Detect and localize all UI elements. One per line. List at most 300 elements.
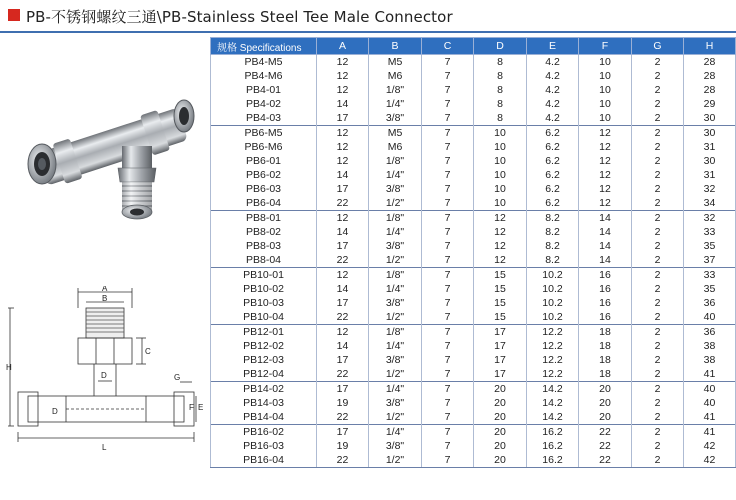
value-cell: 14 — [317, 168, 369, 182]
value-cell: 10 — [579, 97, 632, 111]
table-row — [211, 310, 736, 325]
value-cell: 1/8" — [369, 268, 422, 283]
value-cell: 1/8" — [369, 211, 422, 226]
value-cell: 12 — [579, 140, 632, 154]
table-row — [211, 339, 736, 353]
value-cell: 6.2 — [527, 168, 579, 182]
value-cell: 20 — [474, 439, 527, 453]
value-cell: 2 — [632, 382, 684, 397]
value-cell: 2 — [632, 339, 684, 353]
model-cell: PB12-04 — [211, 367, 317, 382]
model-cell: PB12-02 — [211, 339, 317, 353]
value-cell: 20 — [474, 410, 527, 425]
table-row — [211, 439, 736, 453]
value-cell: 14.2 — [527, 382, 579, 397]
value-cell: 4.2 — [527, 111, 579, 126]
value-cell: 12 — [317, 325, 369, 340]
value-cell: 2 — [632, 239, 684, 253]
model-cell: PB14-02 — [211, 382, 317, 397]
table-row — [211, 140, 736, 154]
value-cell: 7 — [422, 154, 474, 168]
value-cell: 17 — [317, 296, 369, 310]
value-cell: 22 — [317, 196, 369, 211]
value-cell: 10.2 — [527, 310, 579, 325]
value-cell: 22 — [317, 310, 369, 325]
value-cell: 14 — [579, 239, 632, 253]
table-row — [211, 239, 736, 253]
value-cell: 36 — [684, 296, 736, 310]
value-cell: 10 — [579, 55, 632, 70]
value-cell: 1/2" — [369, 253, 422, 268]
value-cell: 22 — [317, 453, 369, 468]
table-row — [211, 211, 736, 226]
value-cell: 3/8" — [369, 111, 422, 126]
model-cell: PB4-03 — [211, 111, 317, 126]
value-cell: 18 — [579, 367, 632, 382]
value-cell: 15 — [474, 268, 527, 283]
value-cell: 1/2" — [369, 310, 422, 325]
value-cell: 7 — [422, 168, 474, 182]
value-cell: 6.2 — [527, 126, 579, 141]
value-cell: 3/8" — [369, 239, 422, 253]
value-cell: 18 — [579, 325, 632, 340]
value-cell: 4.2 — [527, 83, 579, 97]
value-cell: 1/4" — [369, 282, 422, 296]
value-cell: 2 — [632, 282, 684, 296]
value-cell: 2 — [632, 268, 684, 283]
table-row — [211, 410, 736, 425]
label-l: L — [102, 443, 107, 452]
label-e: E — [198, 403, 204, 412]
model-cell: PB10-03 — [211, 296, 317, 310]
value-cell: 18 — [579, 353, 632, 367]
value-cell: 12.2 — [527, 367, 579, 382]
value-cell: 2 — [632, 211, 684, 226]
value-cell: 17 — [317, 111, 369, 126]
model-cell: PB6-04 — [211, 196, 317, 211]
table-row — [211, 168, 736, 182]
table-row — [211, 367, 736, 382]
value-cell: 42 — [684, 453, 736, 468]
value-cell: 4.2 — [527, 69, 579, 83]
model-cell: PB14-04 — [211, 410, 317, 425]
value-cell: 3/8" — [369, 396, 422, 410]
value-cell: 32 — [684, 211, 736, 226]
value-cell: 7 — [422, 111, 474, 126]
value-cell: 10 — [474, 168, 527, 182]
value-cell: 14 — [317, 97, 369, 111]
value-cell: 16 — [579, 268, 632, 283]
value-cell: 2 — [632, 310, 684, 325]
value-cell: 29 — [684, 97, 736, 111]
value-cell: 7 — [422, 55, 474, 70]
left-panel — [0, 36, 208, 500]
value-cell: 2 — [632, 55, 684, 70]
value-cell: 2 — [632, 439, 684, 453]
value-cell: 8.2 — [527, 225, 579, 239]
value-cell: 37 — [684, 253, 736, 268]
value-cell: 14 — [317, 282, 369, 296]
value-cell: 1/4" — [369, 97, 422, 111]
model-cell: PB16-04 — [211, 453, 317, 468]
value-cell: 7 — [422, 310, 474, 325]
label-d: D — [101, 371, 107, 380]
value-cell: 8.2 — [527, 239, 579, 253]
value-cell: 14 — [579, 253, 632, 268]
value-cell: 2 — [632, 396, 684, 410]
table-header-row — [211, 38, 736, 55]
value-cell: 7 — [422, 239, 474, 253]
table-row — [211, 111, 736, 126]
value-cell: 12 — [579, 154, 632, 168]
value-cell: 12.2 — [527, 339, 579, 353]
label-f: F — [189, 403, 194, 412]
column-header: B — [369, 38, 422, 55]
value-cell: 38 — [684, 353, 736, 367]
value-cell: 42 — [684, 439, 736, 453]
value-cell: 7 — [422, 196, 474, 211]
value-cell: 15 — [474, 310, 527, 325]
value-cell: 6.2 — [527, 154, 579, 168]
model-cell: PB8-04 — [211, 253, 317, 268]
value-cell: 6.2 — [527, 182, 579, 196]
value-cell: 16.2 — [527, 439, 579, 453]
model-cell: PB16-03 — [211, 439, 317, 453]
model-cell: PB4-M5 — [211, 55, 317, 70]
value-cell: 7 — [422, 296, 474, 310]
value-cell: 10 — [579, 83, 632, 97]
value-cell: 19 — [317, 439, 369, 453]
model-cell: PB4-M6 — [211, 69, 317, 83]
value-cell: 10 — [474, 182, 527, 196]
label-h: H — [6, 363, 12, 372]
value-cell: 10 — [474, 140, 527, 154]
value-cell: M5 — [369, 55, 422, 70]
value-cell: 7 — [422, 211, 474, 226]
value-cell: 12.2 — [527, 353, 579, 367]
value-cell: 8 — [474, 69, 527, 83]
value-cell: 2 — [632, 97, 684, 111]
value-cell: 28 — [684, 83, 736, 97]
model-cell: PB16-02 — [211, 425, 317, 440]
label-g: G — [174, 373, 181, 382]
table-row — [211, 325, 736, 340]
model-cell: PB14-03 — [211, 396, 317, 410]
column-header: A — [317, 38, 369, 55]
value-cell: 12 — [317, 154, 369, 168]
value-cell: 33 — [684, 225, 736, 239]
value-cell: 8.2 — [527, 253, 579, 268]
value-cell: 2 — [632, 425, 684, 440]
model-cell: PB6-01 — [211, 154, 317, 168]
value-cell: 12 — [579, 168, 632, 182]
model-cell: PB10-01 — [211, 268, 317, 283]
value-cell: 32 — [684, 182, 736, 196]
value-cell: 7 — [422, 339, 474, 353]
column-header: 规格 Specifications — [211, 38, 317, 55]
value-cell: 12 — [579, 196, 632, 211]
value-cell: 4.2 — [527, 55, 579, 70]
value-cell: 7 — [422, 69, 474, 83]
model-cell: PB8-03 — [211, 239, 317, 253]
title-marker — [8, 9, 20, 21]
value-cell: 18 — [579, 339, 632, 353]
value-cell: 3/8" — [369, 439, 422, 453]
table-row — [211, 296, 736, 310]
model-cell: PB6-M5 — [211, 126, 317, 141]
value-cell: 8 — [474, 83, 527, 97]
value-cell: 1/8" — [369, 83, 422, 97]
value-cell: 15 — [474, 296, 527, 310]
value-cell: 10.2 — [527, 282, 579, 296]
value-cell: 8.2 — [527, 211, 579, 226]
value-cell: 16 — [579, 296, 632, 310]
value-cell: 2 — [632, 296, 684, 310]
value-cell: 12 — [474, 211, 527, 226]
table-row — [211, 253, 736, 268]
value-cell: 28 — [684, 55, 736, 70]
value-cell: 7 — [422, 140, 474, 154]
value-cell: 8 — [474, 111, 527, 126]
value-cell: 2 — [632, 111, 684, 126]
value-cell: 20 — [579, 410, 632, 425]
column-header: F — [579, 38, 632, 55]
value-cell: 22 — [579, 425, 632, 440]
model-cell: PB10-02 — [211, 282, 317, 296]
model-cell: PB8-02 — [211, 225, 317, 239]
value-cell: 12 — [579, 182, 632, 196]
value-cell: 2 — [632, 410, 684, 425]
table-row — [211, 282, 736, 296]
value-cell: 16.2 — [527, 425, 579, 440]
model-cell: PB8-01 — [211, 211, 317, 226]
value-cell: 7 — [422, 225, 474, 239]
model-cell: PB6-02 — [211, 168, 317, 182]
value-cell: 10 — [579, 111, 632, 126]
table-row — [211, 154, 736, 168]
value-cell: 1/4" — [369, 339, 422, 353]
value-cell: 17 — [474, 325, 527, 340]
value-cell: 14 — [579, 225, 632, 239]
value-cell: M5 — [369, 126, 422, 141]
value-cell: 12 — [317, 211, 369, 226]
value-cell: 2 — [632, 253, 684, 268]
title-divider — [0, 31, 736, 33]
value-cell: 6.2 — [527, 140, 579, 154]
value-cell: 38 — [684, 339, 736, 353]
value-cell: 2 — [632, 69, 684, 83]
value-cell: 10 — [579, 69, 632, 83]
column-header: D — [474, 38, 527, 55]
table-row — [211, 268, 736, 283]
value-cell: 1/2" — [369, 196, 422, 211]
value-cell: 17 — [317, 353, 369, 367]
value-cell: 33 — [684, 268, 736, 283]
value-cell: 7 — [422, 182, 474, 196]
value-cell: 1/4" — [369, 382, 422, 397]
value-cell: 2 — [632, 353, 684, 367]
value-cell: 17 — [317, 425, 369, 440]
value-cell: 12 — [317, 83, 369, 97]
column-header: C — [422, 38, 474, 55]
value-cell: 41 — [684, 425, 736, 440]
table-row — [211, 396, 736, 410]
model-cell: PB6-M6 — [211, 140, 317, 154]
product-photo — [16, 86, 206, 226]
column-header: E — [527, 38, 579, 55]
value-cell: 14 — [317, 339, 369, 353]
value-cell: 20 — [579, 382, 632, 397]
model-cell: PB4-01 — [211, 83, 317, 97]
table-row — [211, 453, 736, 468]
value-cell: 7 — [422, 396, 474, 410]
value-cell: 2 — [632, 83, 684, 97]
value-cell: 7 — [422, 253, 474, 268]
value-cell: 7 — [422, 126, 474, 141]
value-cell: M6 — [369, 69, 422, 83]
page-title: PB-不锈钢螺纹三通\PB-Stainless Steel Tee Male Connector — [26, 8, 453, 26]
value-cell: 7 — [422, 410, 474, 425]
value-cell: 17 — [474, 353, 527, 367]
value-cell: 16 — [579, 282, 632, 296]
value-cell: 1/2" — [369, 367, 422, 382]
model-cell: PB6-03 — [211, 182, 317, 196]
value-cell: 12 — [474, 239, 527, 253]
value-cell: 7 — [422, 353, 474, 367]
label-b: B — [102, 294, 108, 303]
value-cell: 14.2 — [527, 396, 579, 410]
value-cell: 4.2 — [527, 97, 579, 111]
value-cell: 7 — [422, 439, 474, 453]
value-cell: M6 — [369, 140, 422, 154]
value-cell: 16.2 — [527, 453, 579, 468]
value-cell: 1/4" — [369, 425, 422, 440]
table-row — [211, 182, 736, 196]
value-cell: 8 — [474, 97, 527, 111]
value-cell: 7 — [422, 282, 474, 296]
value-cell: 10 — [474, 126, 527, 141]
value-cell: 22 — [317, 367, 369, 382]
title-bar — [0, 0, 736, 34]
value-cell: 36 — [684, 325, 736, 340]
label-d2: D — [52, 407, 58, 416]
value-cell: 12 — [317, 126, 369, 141]
value-cell: 6.2 — [527, 196, 579, 211]
table-row — [211, 126, 736, 141]
value-cell: 30 — [684, 126, 736, 141]
label-c: C — [145, 347, 151, 356]
model-cell: PB4-02 — [211, 97, 317, 111]
value-cell: 3/8" — [369, 353, 422, 367]
value-cell: 2 — [632, 325, 684, 340]
value-cell: 14.2 — [527, 410, 579, 425]
table-row — [211, 196, 736, 211]
value-cell: 2 — [632, 154, 684, 168]
value-cell: 12 — [474, 253, 527, 268]
table-row — [211, 225, 736, 239]
value-cell: 2 — [632, 126, 684, 141]
value-cell: 12.2 — [527, 325, 579, 340]
value-cell: 34 — [684, 196, 736, 211]
value-cell: 12 — [317, 140, 369, 154]
value-cell: 2 — [632, 182, 684, 196]
value-cell: 12 — [317, 69, 369, 83]
value-cell: 35 — [684, 282, 736, 296]
value-cell: 30 — [684, 154, 736, 168]
value-cell: 12 — [474, 225, 527, 239]
value-cell: 1/4" — [369, 168, 422, 182]
value-cell: 12 — [317, 55, 369, 70]
value-cell: 17 — [317, 182, 369, 196]
value-cell: 7 — [422, 367, 474, 382]
model-cell: PB12-01 — [211, 325, 317, 340]
value-cell: 41 — [684, 410, 736, 425]
value-cell: 22 — [579, 453, 632, 468]
value-cell: 20 — [474, 382, 527, 397]
value-cell: 30 — [684, 111, 736, 126]
value-cell: 41 — [684, 367, 736, 382]
value-cell: 17 — [317, 382, 369, 397]
value-cell: 22 — [317, 410, 369, 425]
value-cell: 40 — [684, 310, 736, 325]
value-cell: 20 — [474, 396, 527, 410]
table-row — [211, 69, 736, 83]
value-cell: 2 — [632, 140, 684, 154]
value-cell: 15 — [474, 282, 527, 296]
value-cell: 10 — [474, 154, 527, 168]
value-cell: 7 — [422, 268, 474, 283]
value-cell: 40 — [684, 382, 736, 397]
value-cell: 3/8" — [369, 182, 422, 196]
value-cell: 7 — [422, 97, 474, 111]
table-row — [211, 382, 736, 397]
value-cell: 40 — [684, 396, 736, 410]
table-row — [211, 55, 736, 70]
value-cell: 1/2" — [369, 453, 422, 468]
value-cell: 7 — [422, 382, 474, 397]
value-cell: 31 — [684, 140, 736, 154]
value-cell: 10 — [474, 196, 527, 211]
value-cell: 10.2 — [527, 268, 579, 283]
value-cell: 14 — [317, 225, 369, 239]
table-row — [211, 425, 736, 440]
value-cell: 1/2" — [369, 410, 422, 425]
value-cell: 20 — [474, 425, 527, 440]
value-cell: 14 — [579, 211, 632, 226]
spec-table — [210, 37, 736, 468]
value-cell: 7 — [422, 325, 474, 340]
table-row — [211, 97, 736, 111]
value-cell: 19 — [317, 396, 369, 410]
value-cell: 12 — [579, 126, 632, 141]
table-row — [211, 353, 736, 367]
value-cell: 7 — [422, 453, 474, 468]
value-cell: 16 — [579, 310, 632, 325]
value-cell: 2 — [632, 367, 684, 382]
value-cell: 1/8" — [369, 325, 422, 340]
value-cell: 12 — [317, 268, 369, 283]
value-cell: 20 — [474, 453, 527, 468]
value-cell: 7 — [422, 83, 474, 97]
value-cell: 31 — [684, 168, 736, 182]
value-cell: 7 — [422, 425, 474, 440]
value-cell: 17 — [317, 239, 369, 253]
value-cell: 35 — [684, 239, 736, 253]
value-cell: 22 — [317, 253, 369, 268]
dimension-drawing — [6, 286, 204, 496]
column-header: G — [632, 38, 684, 55]
value-cell: 8 — [474, 55, 527, 70]
